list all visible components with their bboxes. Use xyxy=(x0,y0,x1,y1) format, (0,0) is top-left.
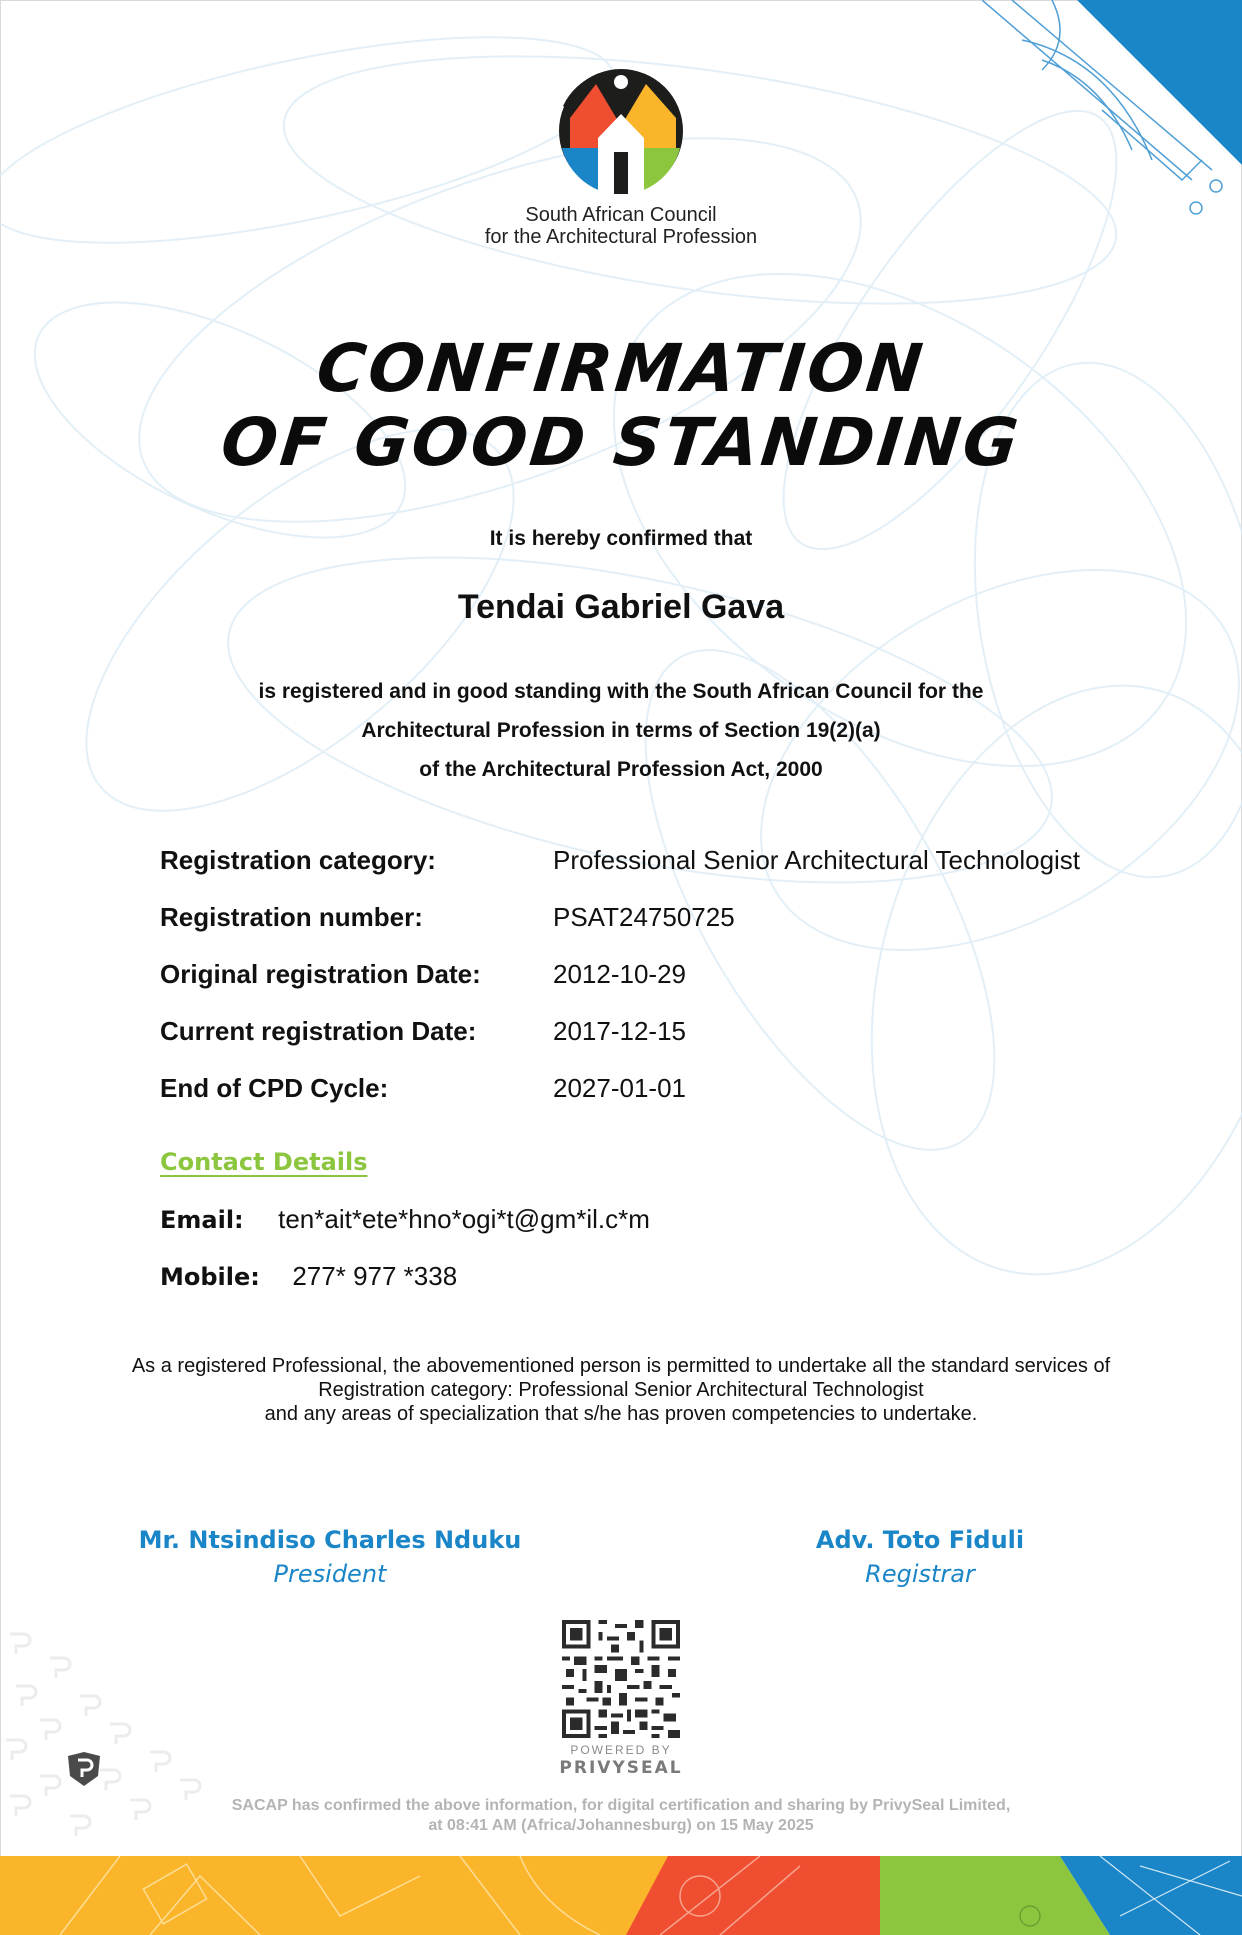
verification-qr-code[interactable] xyxy=(562,1620,680,1738)
detail-row-cpd-cycle xyxy=(160,1060,1120,1117)
contact-email-row xyxy=(160,1204,650,1235)
statement-line2: Architectural Profession in terms of Section 19(2)(a) xyxy=(361,719,881,742)
corner-blueprint-graphic xyxy=(982,0,1242,230)
detail-label: Current registration Date: xyxy=(160,1016,477,1046)
footer-line1: SACAP has confirmed the above information, for digital certification and sharing by PrivySeal Limited, xyxy=(231,1797,1011,1814)
detail-value: 2017-12-15 xyxy=(553,1016,686,1046)
detail-label: Registration number: xyxy=(160,902,423,932)
detail-label: Registration category: xyxy=(160,845,436,875)
mobile-label: Mobile: xyxy=(160,1263,260,1291)
detail-label: End of CPD Cycle: xyxy=(160,1073,389,1103)
detail-value: Professional Senior Architectural Technologist xyxy=(553,845,1081,875)
statement-line1: is registered and in good standing with the South African Council for the xyxy=(258,680,984,703)
contact-mobile-row xyxy=(160,1261,457,1292)
intro-text: It is hereby confirmed that xyxy=(489,527,753,550)
org-name-line1: South African Council xyxy=(525,204,717,226)
signatory-registrar xyxy=(720,1526,1120,1588)
detail-value: 2027-01-01 xyxy=(553,1073,686,1103)
detail-row-number xyxy=(160,889,1120,946)
registration-statement xyxy=(0,672,1242,789)
certificate-title xyxy=(0,332,1242,480)
organization-name xyxy=(0,204,1242,248)
mobile-value: 277* 977 *338 xyxy=(292,1261,458,1291)
permission-statement xyxy=(0,1354,1242,1426)
sacap-logo xyxy=(558,68,684,194)
org-name-line2: for the Architectural Profession xyxy=(484,226,758,248)
signatory-role: President xyxy=(273,1560,387,1588)
registration-details xyxy=(160,832,1120,1117)
title-line2: OF GOOD STANDING xyxy=(217,404,1025,481)
statement-line3: of the Architectural Profession Act, 2000 xyxy=(419,758,823,781)
email-value: ten*ait*ete*hno*ogi*t@gm*il.c*m xyxy=(278,1204,650,1234)
certification-footer-note xyxy=(0,1796,1242,1836)
permission-line2: Registration category: Professional Senior Architectural Technologist xyxy=(318,1379,924,1401)
powered-by-label: POWERED BY xyxy=(570,1743,672,1757)
permission-line1: As a registered Professional, the abovementioned person is permitted to undertake all the standard services of xyxy=(131,1355,1111,1377)
signatory-president xyxy=(100,1526,560,1588)
detail-value: PSAT24750725 xyxy=(553,902,735,932)
signatory-name: Mr. Ntsindiso Charles Nduku xyxy=(138,1526,522,1554)
person-name: Tendai Gabriel Gava xyxy=(457,588,785,626)
contact-details-heading: Contact Details xyxy=(160,1148,368,1176)
detail-row-original-date xyxy=(160,946,1120,1003)
detail-row-category xyxy=(160,832,1120,889)
footer-line2: at 08:41 AM (Africa/Johannesburg) on 15 May 2025 xyxy=(428,1817,814,1834)
detail-label: Original registration Date: xyxy=(160,959,481,989)
permission-line3: and any areas of specialization that s/he has proven competencies to undertake. xyxy=(264,1403,978,1425)
detail-row-current-date xyxy=(160,1003,1120,1060)
privyseal-brand: PRIVYSEAL xyxy=(559,1758,683,1778)
signatory-role: Registrar xyxy=(865,1560,975,1588)
detail-value: 2012-10-29 xyxy=(553,959,686,989)
title-line1: CONFIRMATION xyxy=(313,330,929,407)
email-label: Email: xyxy=(160,1206,244,1234)
signatory-name: Adv. Toto Fiduli xyxy=(815,1526,1025,1554)
bottom-color-strip xyxy=(0,1856,1242,1935)
